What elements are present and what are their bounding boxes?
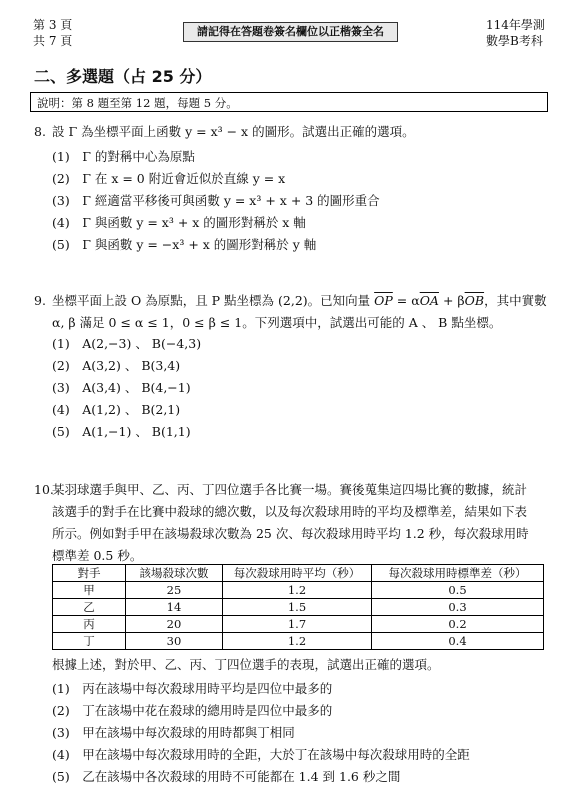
q8-option-2: (2) Γ 在 x = 0 附近會近似於直線 y = x <box>52 171 286 186</box>
q10-stem-line-3: 所示。例如對手甲在該場殺球次數為 25 次、每次殺球用時平均 1.2 秒，每次殺球用時 <box>52 526 529 541</box>
table-row <box>53 633 544 650</box>
q10-option-1: (1) 丙在該場中每次殺球用時平均是四位中最多的 <box>52 681 333 696</box>
q10-stem-line-2: 該選手的對手在比賽中殺球的總次數，以及每次殺球用時的平均及標準差，結果如下表 <box>52 504 528 519</box>
section-instructions: 說明：第 8 題至第 12 題，每題 5 分。 <box>30 92 548 112</box>
q10-option-4: (4) 甲在該場中每次殺球用時的全距，大於丁在該場中每次殺球用時的全距 <box>52 747 470 762</box>
vector-oa: $\overline{OA}$ <box>419 293 439 308</box>
table-cell: 1.5 <box>223 599 372 616</box>
table-cell: 25 <box>126 582 223 599</box>
q8-option-3: (3) Γ 經適當平移後可與函數 y = x³ + x + 3 的圖形重合 <box>52 193 380 208</box>
vector-ob: $\overline{OB}$ <box>464 293 485 308</box>
table-cell: 0.4 <box>372 633 544 650</box>
exam-subject: 數學B考科 <box>486 34 543 48</box>
q10-option-5: (5) 乙在該場中各次殺球的用時不可能都在 1.4 到 1.6 秒之間 <box>52 769 401 784</box>
table-row <box>53 616 544 633</box>
table-cell: 1.2 <box>223 633 372 650</box>
q8-option-1: (1) Γ 的對稱中心為原點 <box>52 149 195 164</box>
q9-option-5: (5) A(1,−1) 、 B(1,1) <box>52 424 191 439</box>
table-cell: 丁 <box>53 633 126 650</box>
q9-plus: + β <box>438 293 465 308</box>
q9-stem-line-1 <box>52 293 547 309</box>
table-cell: 0.3 <box>372 599 544 616</box>
stats-table <box>52 564 544 650</box>
q10-option-2: (2) 丁在該場中花在殺球的總用時是四位中最多的 <box>52 703 333 718</box>
col-header-smash-count: 該場殺球次數 <box>126 565 223 582</box>
q8-option-4: (4) Γ 與函數 y = x³ + x 的圖形對稱於 x 軸 <box>52 215 306 230</box>
exam-year: 114年學測 <box>486 18 545 32</box>
q10-option-3: (3) 甲在該場中每次殺球的用時都與丁相同 <box>52 725 295 740</box>
table-cell: 0.5 <box>372 582 544 599</box>
q9-stem-line-2: α, β 滿足 0 ≤ α ≤ 1，0 ≤ β ≤ 1。下列選項中，試選出可能的 A 、 B 點坐標。 <box>52 315 502 330</box>
table-header-row <box>53 565 544 582</box>
table-cell: 乙 <box>53 599 126 616</box>
page-number: 第 3 頁 <box>33 18 73 32</box>
vector-op: $\overline{OP}$ <box>374 293 393 308</box>
table-cell: 1.2 <box>223 582 372 599</box>
signature-notice: 請記得在答題卷簽名欄位以正楷簽全名 <box>183 22 398 42</box>
q9-option-2: (2) A(3,2) 、 B(3,4) <box>52 358 181 373</box>
q9-stem-text-b: ，其中實數 <box>484 293 547 308</box>
q9-option-1: (1) A(2,−3) 、 B(−4,3) <box>52 336 202 351</box>
q10-number: 10. <box>34 482 54 497</box>
col-header-opponent: 對手 <box>53 565 126 582</box>
col-header-std-time: 每次殺球用時標準差（秒） <box>372 565 544 582</box>
table-cell: 14 <box>126 599 223 616</box>
table-cell: 0.2 <box>372 616 544 633</box>
table-cell: 30 <box>126 633 223 650</box>
section-title: 二、多選題（占 25 分） <box>34 67 212 86</box>
q9-option-4: (4) A(1,2) 、 B(2,1) <box>52 402 181 417</box>
q8-number: 8. <box>34 124 46 139</box>
q8-stem: 設 Γ 為坐標平面上函數 y = x³ − x 的圖形。試選出正確的選項。 <box>52 124 415 139</box>
table-cell: 20 <box>126 616 223 633</box>
table-row <box>53 599 544 616</box>
table-cell: 甲 <box>53 582 126 599</box>
q10-stem-line-1: 某羽球選手與甲、乙、丙、丁四位選手各比賽一場。賽後蒐集這四場比賽的數據，統計 <box>52 482 528 497</box>
q9-number: 9. <box>34 293 46 308</box>
table-cell: 1.7 <box>223 616 372 633</box>
q8-option-5: (5) Γ 與函數 y = −x³ + x 的圖形對稱於 y 軸 <box>52 237 317 252</box>
total-pages: 共 7 頁 <box>33 34 73 48</box>
col-header-mean-time: 每次殺球用時平均（秒） <box>223 565 372 582</box>
q10-followup: 根據上述，對於甲、乙、丙、丁四位選手的表現，試選出正確的選項。 <box>52 657 440 672</box>
q10-stem-line-4: 標準差 0.5 秒。 <box>52 548 143 563</box>
q9-option-3: (3) A(3,4) 、 B(4,−1) <box>52 380 191 395</box>
table-row <box>53 582 544 599</box>
q9-eq: = α <box>392 293 420 308</box>
table-cell: 丙 <box>53 616 126 633</box>
q9-stem-text-a: 坐標平面上設 O 為原點，且 P 點坐標為 (2,2)。已知向量 <box>52 293 375 308</box>
